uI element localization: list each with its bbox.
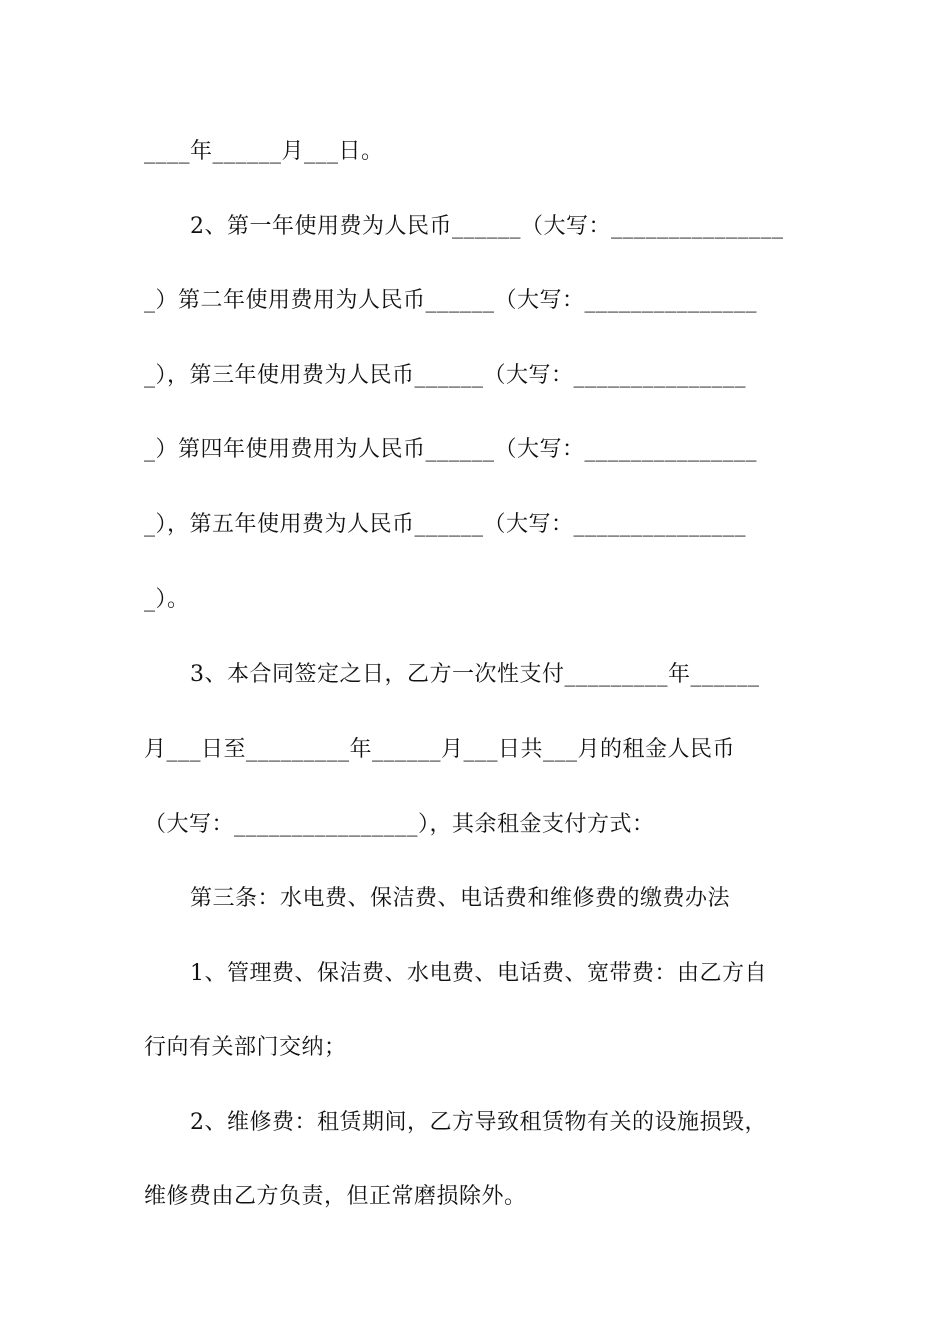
text-line: 月___日至_________年______月___日共___月的租金人民币: [144, 737, 736, 762]
text-line: _）第二年使用费用为人民币______（大写：_______________: [144, 288, 758, 313]
text-line: _）。: [144, 587, 190, 612]
text-line: 2、第一年使用费为人民币______（大写：_______________: [190, 214, 784, 239]
text-line: 2、维修费：租赁期间，乙方导致租赁物有关的设施损毁，: [190, 1110, 767, 1135]
text-line: 1、管理费、保洁费、水电费、电话费、宽带费：由乙方自: [190, 961, 767, 986]
section-heading: 第三条：水电费、保洁费、电话费和维修费的缴费办法: [190, 886, 731, 911]
text-line: 行向有关部门交纳；: [144, 1035, 347, 1060]
text-line: ____年______月___日。: [144, 139, 384, 164]
text-line: _），第三年使用费为人民币______（大写：_______________: [144, 363, 747, 388]
text-line: 3、本合同签定之日，乙方一次性支付_________年______: [190, 662, 760, 687]
text-line: （大写：________________），其余租金支付方式：: [144, 812, 655, 837]
text-line: _）第四年使用费用为人民币______（大写：_______________: [144, 437, 758, 462]
text-line: 维修费由乙方负责，但正常磨损除外。: [144, 1184, 527, 1209]
text-line: _），第五年使用费为人民币______（大写：_______________: [144, 512, 747, 537]
